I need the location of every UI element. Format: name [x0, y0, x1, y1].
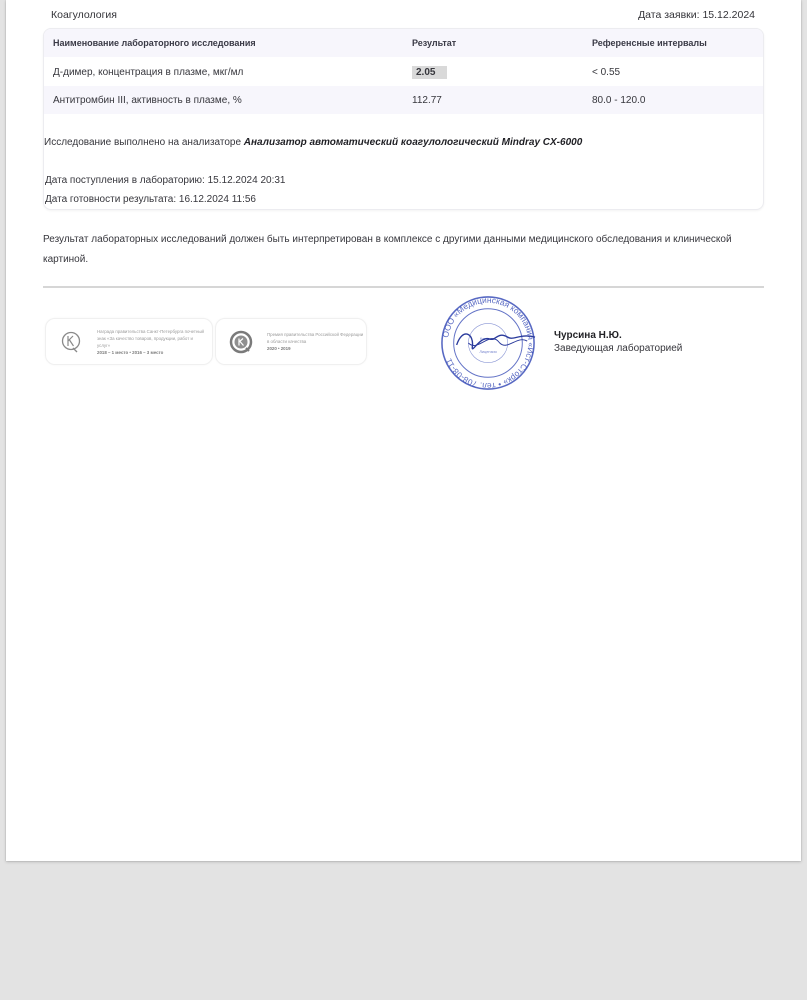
award-description: Премия правительства Российской Федерации в области качества 2020 • 2019 [267, 332, 364, 351]
table-row [44, 58, 763, 86]
signer-name: Чурсина Н.Ю. [554, 330, 622, 341]
column-header-reference: Референсные интервалы [592, 38, 707, 48]
date-ready: Дата готовности результата: 16.12.2024 11:56 [45, 194, 256, 205]
award-badge [45, 318, 213, 365]
analyzer-info [44, 137, 582, 148]
column-header-test-name: Наименование лабораторного исследования [53, 38, 256, 48]
award-badge [215, 318, 367, 365]
request-date: Дата заявки: 15.12.2024 [638, 9, 755, 21]
award-description: Награда правительства Санкт-Петербурга почетный знак «За качество товаров, продукции, работ и услуг» 2018 – 1 место • 2016 – 3 место [97, 328, 204, 355]
quality-k-circle-logo-icon [229, 330, 253, 354]
svg-text:Лицензия: Лицензия [479, 348, 497, 354]
test-result: 112.77 [412, 94, 442, 106]
signer-title: Заведующая лабораторией [554, 343, 683, 354]
document-page [6, 0, 801, 861]
company-stamp-icon [439, 294, 537, 392]
analyzer-prefix: Исследование выполнено на анализаторе [44, 137, 244, 148]
test-name: Антитромбин III, активность в плазме, % [53, 94, 242, 106]
test-name: Д-димер, концентрация в плазме, мкг/мл [53, 66, 244, 78]
flagged-result-value: 2.05 [412, 66, 447, 79]
quality-k-logo-icon [59, 330, 83, 354]
svg-text:ООО «Медицинская компания «Ист: ООО «Медицинская компания «Ист-Сторк» • тел. 708-08-11 [440, 294, 537, 392]
reference-interval: 80.0 - 120.0 [592, 94, 646, 106]
results-card [43, 28, 764, 210]
divider [43, 286, 764, 288]
section-title: Коагулология [51, 9, 117, 21]
svg-text:Клинико-: Клинико- [479, 336, 497, 342]
results-table-header [44, 29, 763, 57]
disclaimer-text: Результат лабораторных исследований должен быть интерпретирован в комплексе с другими данными медицинского обследования и клинической картиной. [43, 234, 732, 265]
analyzer-name: Анализатор автоматический коагулологический Mindray CX-6000 [243, 137, 583, 148]
date-received: Дата поступления в лабораторию: 15.12.2024 20:31 [45, 175, 286, 186]
test-result [412, 66, 447, 79]
table-row [44, 86, 763, 114]
reference-interval: < 0.55 [592, 66, 621, 78]
column-header-result: Результат [412, 38, 457, 48]
